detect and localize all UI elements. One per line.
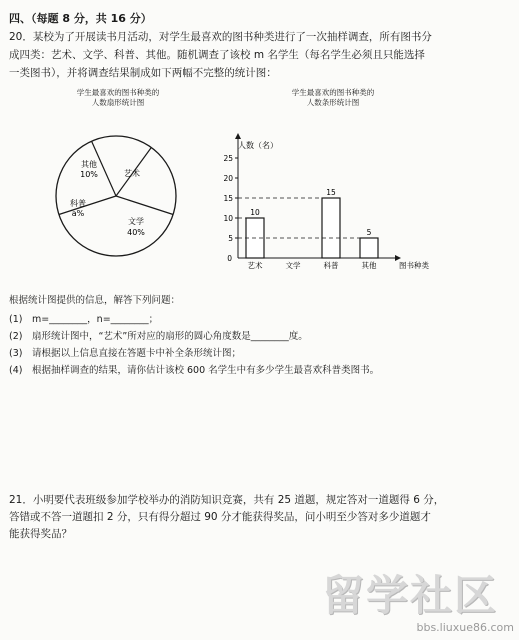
x-tick-label: 艺术 bbox=[247, 261, 263, 270]
y-tick-label: 15 bbox=[223, 194, 233, 203]
pie-label-other: 其他 bbox=[81, 160, 97, 169]
q20-line: 20．某校为了开展读书月活动，对学生最喜欢的图书种类进行了一次抽样调查，所有图书分 bbox=[9, 31, 432, 43]
x-ticks bbox=[248, 260, 377, 270]
pie-label-other-pct: 10% bbox=[80, 170, 98, 179]
sub-questions bbox=[9, 292, 509, 379]
y-tick-label: 25 bbox=[223, 154, 233, 163]
pie-label-literature: 文学 bbox=[128, 217, 144, 226]
q21-line: 能获得奖品？ bbox=[9, 528, 72, 540]
question-20-text bbox=[9, 28, 509, 82]
question-21-text bbox=[9, 492, 509, 543]
watermark bbox=[322, 563, 514, 635]
x-tick-label: 其他 bbox=[361, 261, 377, 270]
x-tick-label: 科普 bbox=[323, 261, 339, 270]
bar-title-line: 人数条形统计图 bbox=[306, 98, 360, 107]
bars bbox=[238, 188, 378, 258]
pie-chart-title bbox=[38, 88, 198, 108]
bar-chart bbox=[218, 130, 440, 278]
question-3: (3) 请根据以上信息直接在答题卡中补全条形统计图； bbox=[9, 348, 241, 359]
questions-intro: 根据统计图提供的信息，解答下列问题： bbox=[9, 295, 181, 306]
origin-label: 0 bbox=[227, 254, 232, 263]
q21-line: 答错或不答一道题扣 2 分，只有得分超过 90 分才能获得奖品，问小明至少答对多少道题才 bbox=[9, 511, 431, 523]
bar bbox=[322, 198, 340, 258]
q20-line: 一类图书），并将调查结果制成如下两幅不完整的统计图： bbox=[9, 67, 277, 79]
pie-title-line: 学生最喜欢的图书种类的 bbox=[76, 88, 160, 97]
x-axis-label: 图书种类 bbox=[399, 261, 429, 270]
pie-chart bbox=[40, 110, 200, 270]
y-axis-label: 人数（名） bbox=[238, 141, 278, 150]
pie-label-art: 艺术 bbox=[124, 169, 140, 178]
watermark-url: bbs.liuxue86.com bbox=[416, 621, 514, 634]
q21-line: 21．小明要代表班级参加学校举办的消防知识竞赛，共有 25 道题，规定答对一道题得 6 分， bbox=[9, 494, 445, 506]
y-tick-label: 5 bbox=[228, 234, 233, 243]
question-2: (2) 扇形统计图中，“艺术”所对应的扇形的圆心角度数是________度。 bbox=[9, 331, 308, 342]
question-4: (4) 根据抽样调查的结果，请你估计该校 600 名学生中有多少学生最喜欢科普类图书。 bbox=[9, 365, 380, 376]
y-tick-label: 20 bbox=[223, 174, 233, 183]
bar bbox=[360, 238, 378, 258]
section-title: 四、（每题 8 分，共 16 分） bbox=[9, 12, 152, 25]
pie-label-science: 科普 bbox=[70, 199, 86, 208]
x-tick-label: 文学 bbox=[285, 261, 301, 270]
pie-slice-boundary bbox=[59, 196, 116, 215]
bar-chart-title bbox=[248, 88, 418, 108]
pie-slices bbox=[56, 136, 176, 256]
q20-line: 成四类：艺术、文学、科普、其他。随机调查了该校 m 名学生（每名学生必须且只能选择 bbox=[9, 49, 425, 61]
bar-data-label: 5 bbox=[366, 228, 372, 237]
pie-title-line: 人数扇形统计图 bbox=[91, 98, 145, 107]
bar-data-label: 10 bbox=[250, 208, 260, 217]
pie-label-science-pct: a% bbox=[71, 209, 85, 218]
watermark-text: 留学社区 bbox=[322, 571, 499, 620]
bar-data-label: 15 bbox=[326, 188, 336, 197]
pie-slice-boundary bbox=[116, 196, 173, 215]
question-1: (1) m=________，n=________； bbox=[9, 314, 159, 325]
y-ticks bbox=[223, 154, 238, 243]
pie-label-literature-pct: 40% bbox=[127, 228, 145, 237]
y-tick-label: 10 bbox=[223, 214, 233, 223]
bar-title-line: 学生最喜欢的图书种类的 bbox=[291, 88, 375, 97]
